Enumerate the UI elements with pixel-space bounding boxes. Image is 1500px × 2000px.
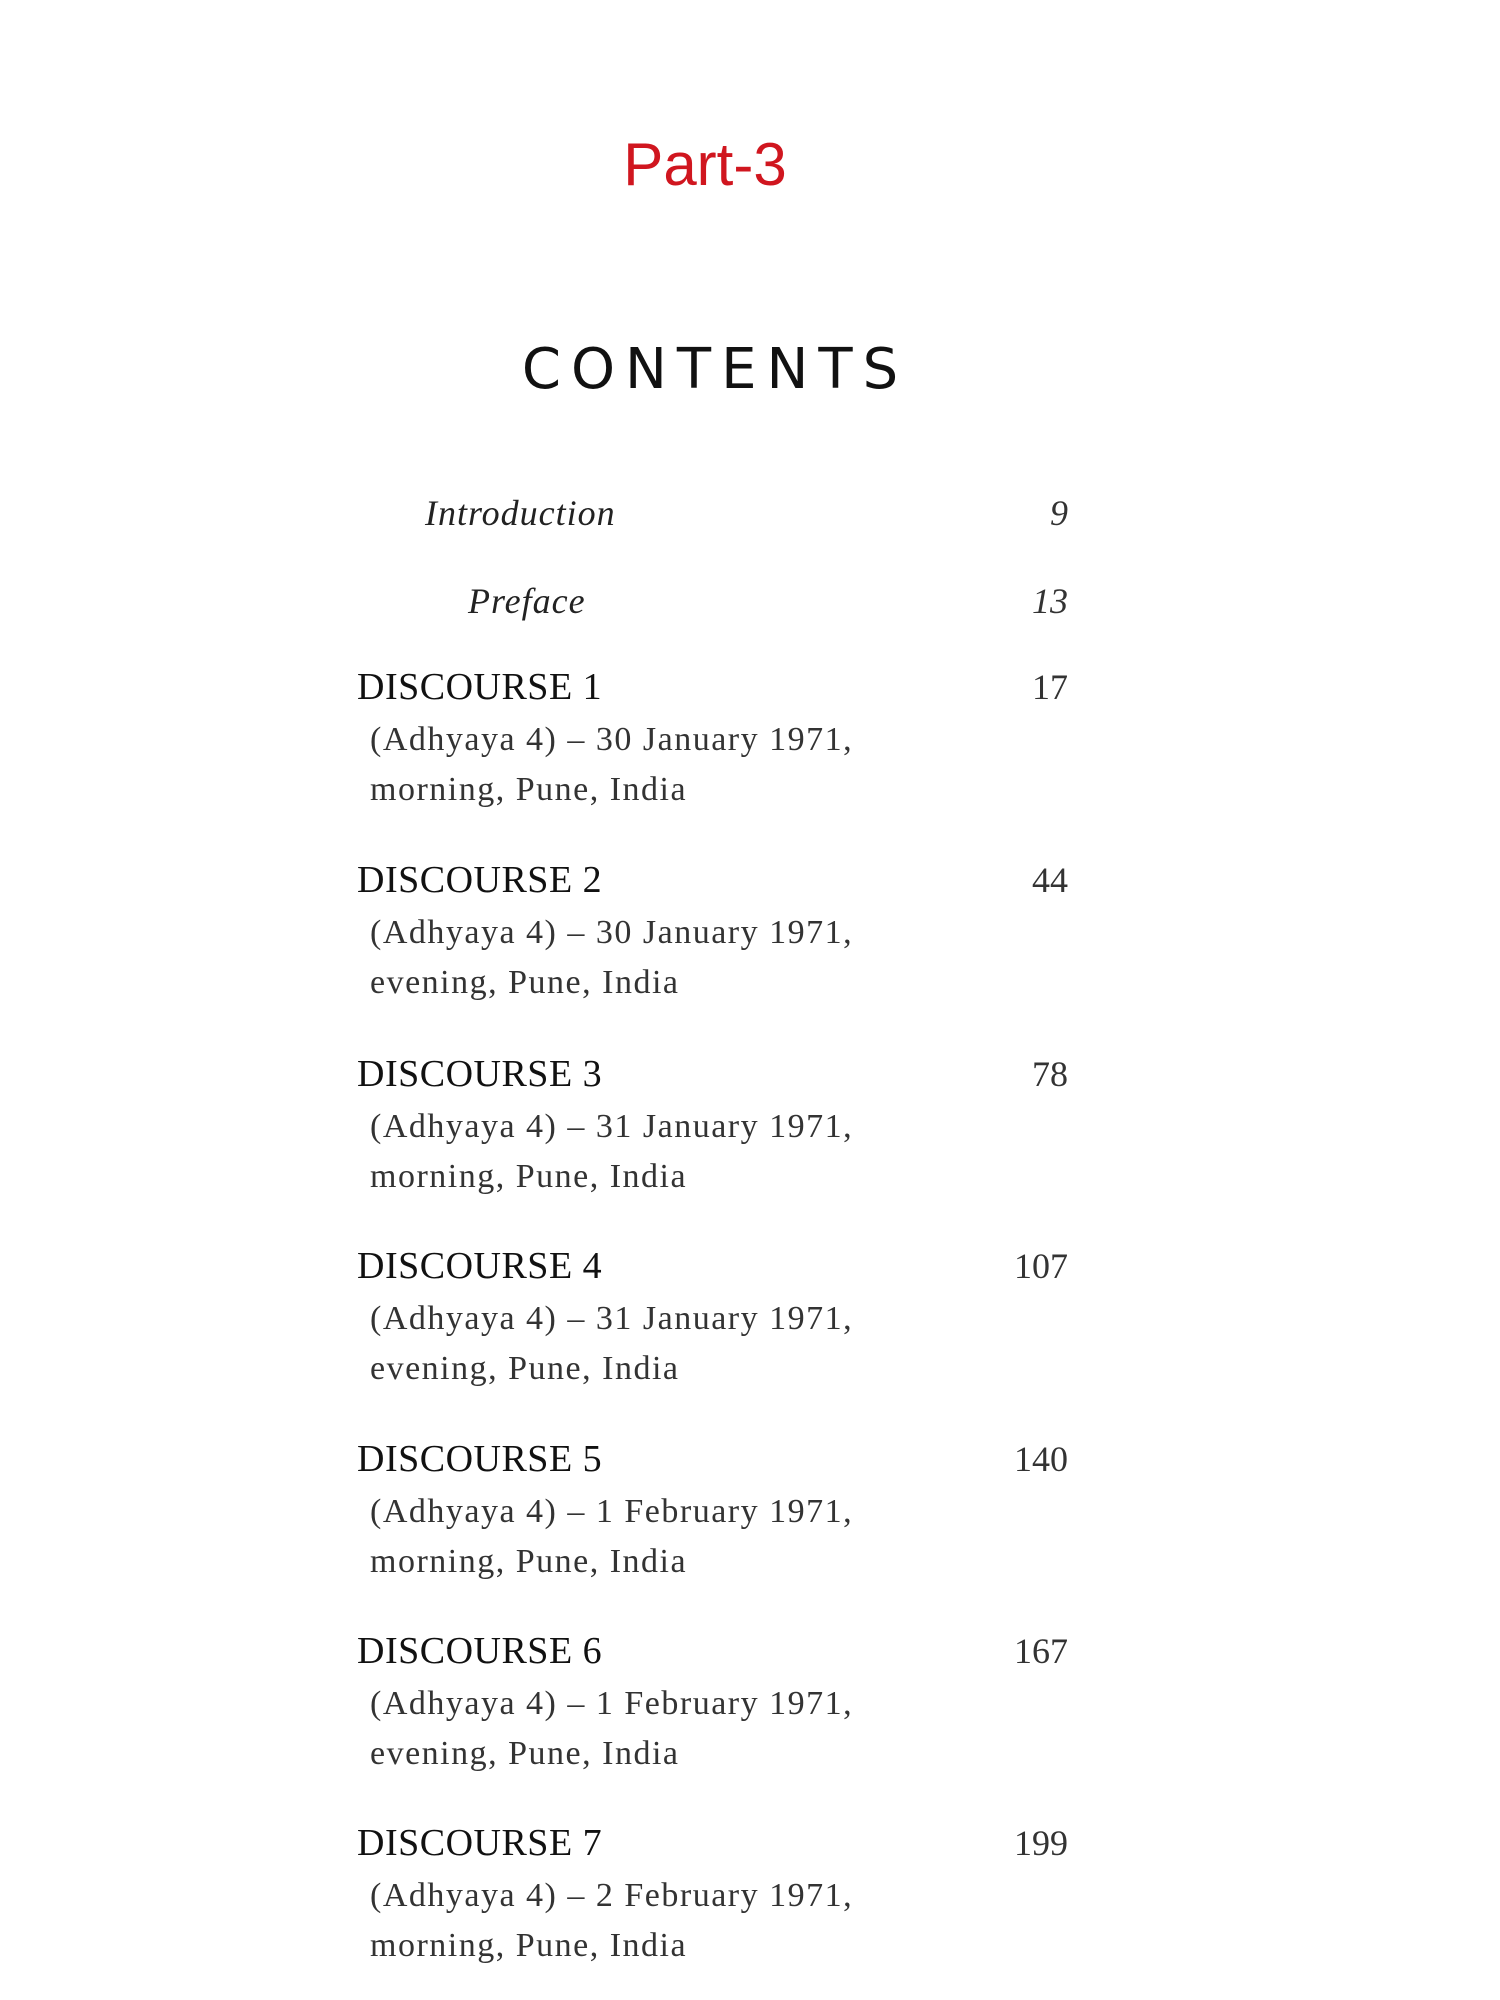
toc-entry-detail: morning, Pune, India xyxy=(370,771,688,808)
toc-entry-detail: evening, Pune, India xyxy=(370,1350,680,1387)
toc-entry-detail: (Adhyaya 4) – 1 February 1971, xyxy=(370,1493,854,1530)
toc-entry-detail: evening, Pune, India xyxy=(370,964,680,1001)
toc-entry-title: DISCOURSE 3 xyxy=(357,1053,603,1095)
toc-entry-title: DISCOURSE 7 xyxy=(357,1822,603,1864)
toc-entry-page: 107 xyxy=(1014,1246,1068,1286)
toc-entry-detail: morning, Pune, India xyxy=(370,1158,688,1195)
toc-entry-page: 199 xyxy=(1014,1823,1068,1863)
part-label: Part-3 xyxy=(623,131,787,198)
toc-entry-detail: (Adhyaya 4) – 1 February 1971, xyxy=(370,1685,854,1722)
toc-entry-detail: (Adhyaya 4) – 2 February 1971, xyxy=(370,1877,854,1914)
toc-entry-page: 9 xyxy=(1050,493,1068,533)
toc-entry-title: DISCOURSE 1 xyxy=(357,666,603,708)
toc-entry-page: 167 xyxy=(1014,1631,1068,1671)
toc-entry-page: 140 xyxy=(1014,1439,1068,1479)
toc-entry-title: Introduction xyxy=(425,493,616,533)
toc-entry-title: Preface xyxy=(468,581,586,621)
page-title: CONTENTS xyxy=(521,337,909,402)
toc-entry-page: 44 xyxy=(1032,860,1068,900)
toc-entry-detail: (Adhyaya 4) – 31 January 1971, xyxy=(370,1108,854,1145)
toc-entry-page: 13 xyxy=(1032,581,1068,621)
toc-entry-detail: (Adhyaya 4) – 31 January 1971, xyxy=(370,1300,854,1337)
toc-entry-detail: (Adhyaya 4) – 30 January 1971, xyxy=(370,914,854,951)
toc-entry-page: 17 xyxy=(1032,667,1068,707)
toc-entry-detail: morning, Pune, India xyxy=(370,1927,688,1964)
toc-entry-detail: evening, Pune, India xyxy=(370,1735,680,1772)
toc-entry-detail: (Adhyaya 4) – 30 January 1971, xyxy=(370,721,854,758)
toc-entry-detail: morning, Pune, India xyxy=(370,1543,688,1580)
toc-entry-page: 78 xyxy=(1032,1054,1068,1094)
toc-entry-title: DISCOURSE 6 xyxy=(357,1630,603,1672)
toc-entry-title: DISCOURSE 2 xyxy=(357,859,603,901)
toc-entry-title: DISCOURSE 4 xyxy=(357,1245,603,1287)
toc-entry-title: DISCOURSE 5 xyxy=(357,1438,603,1480)
